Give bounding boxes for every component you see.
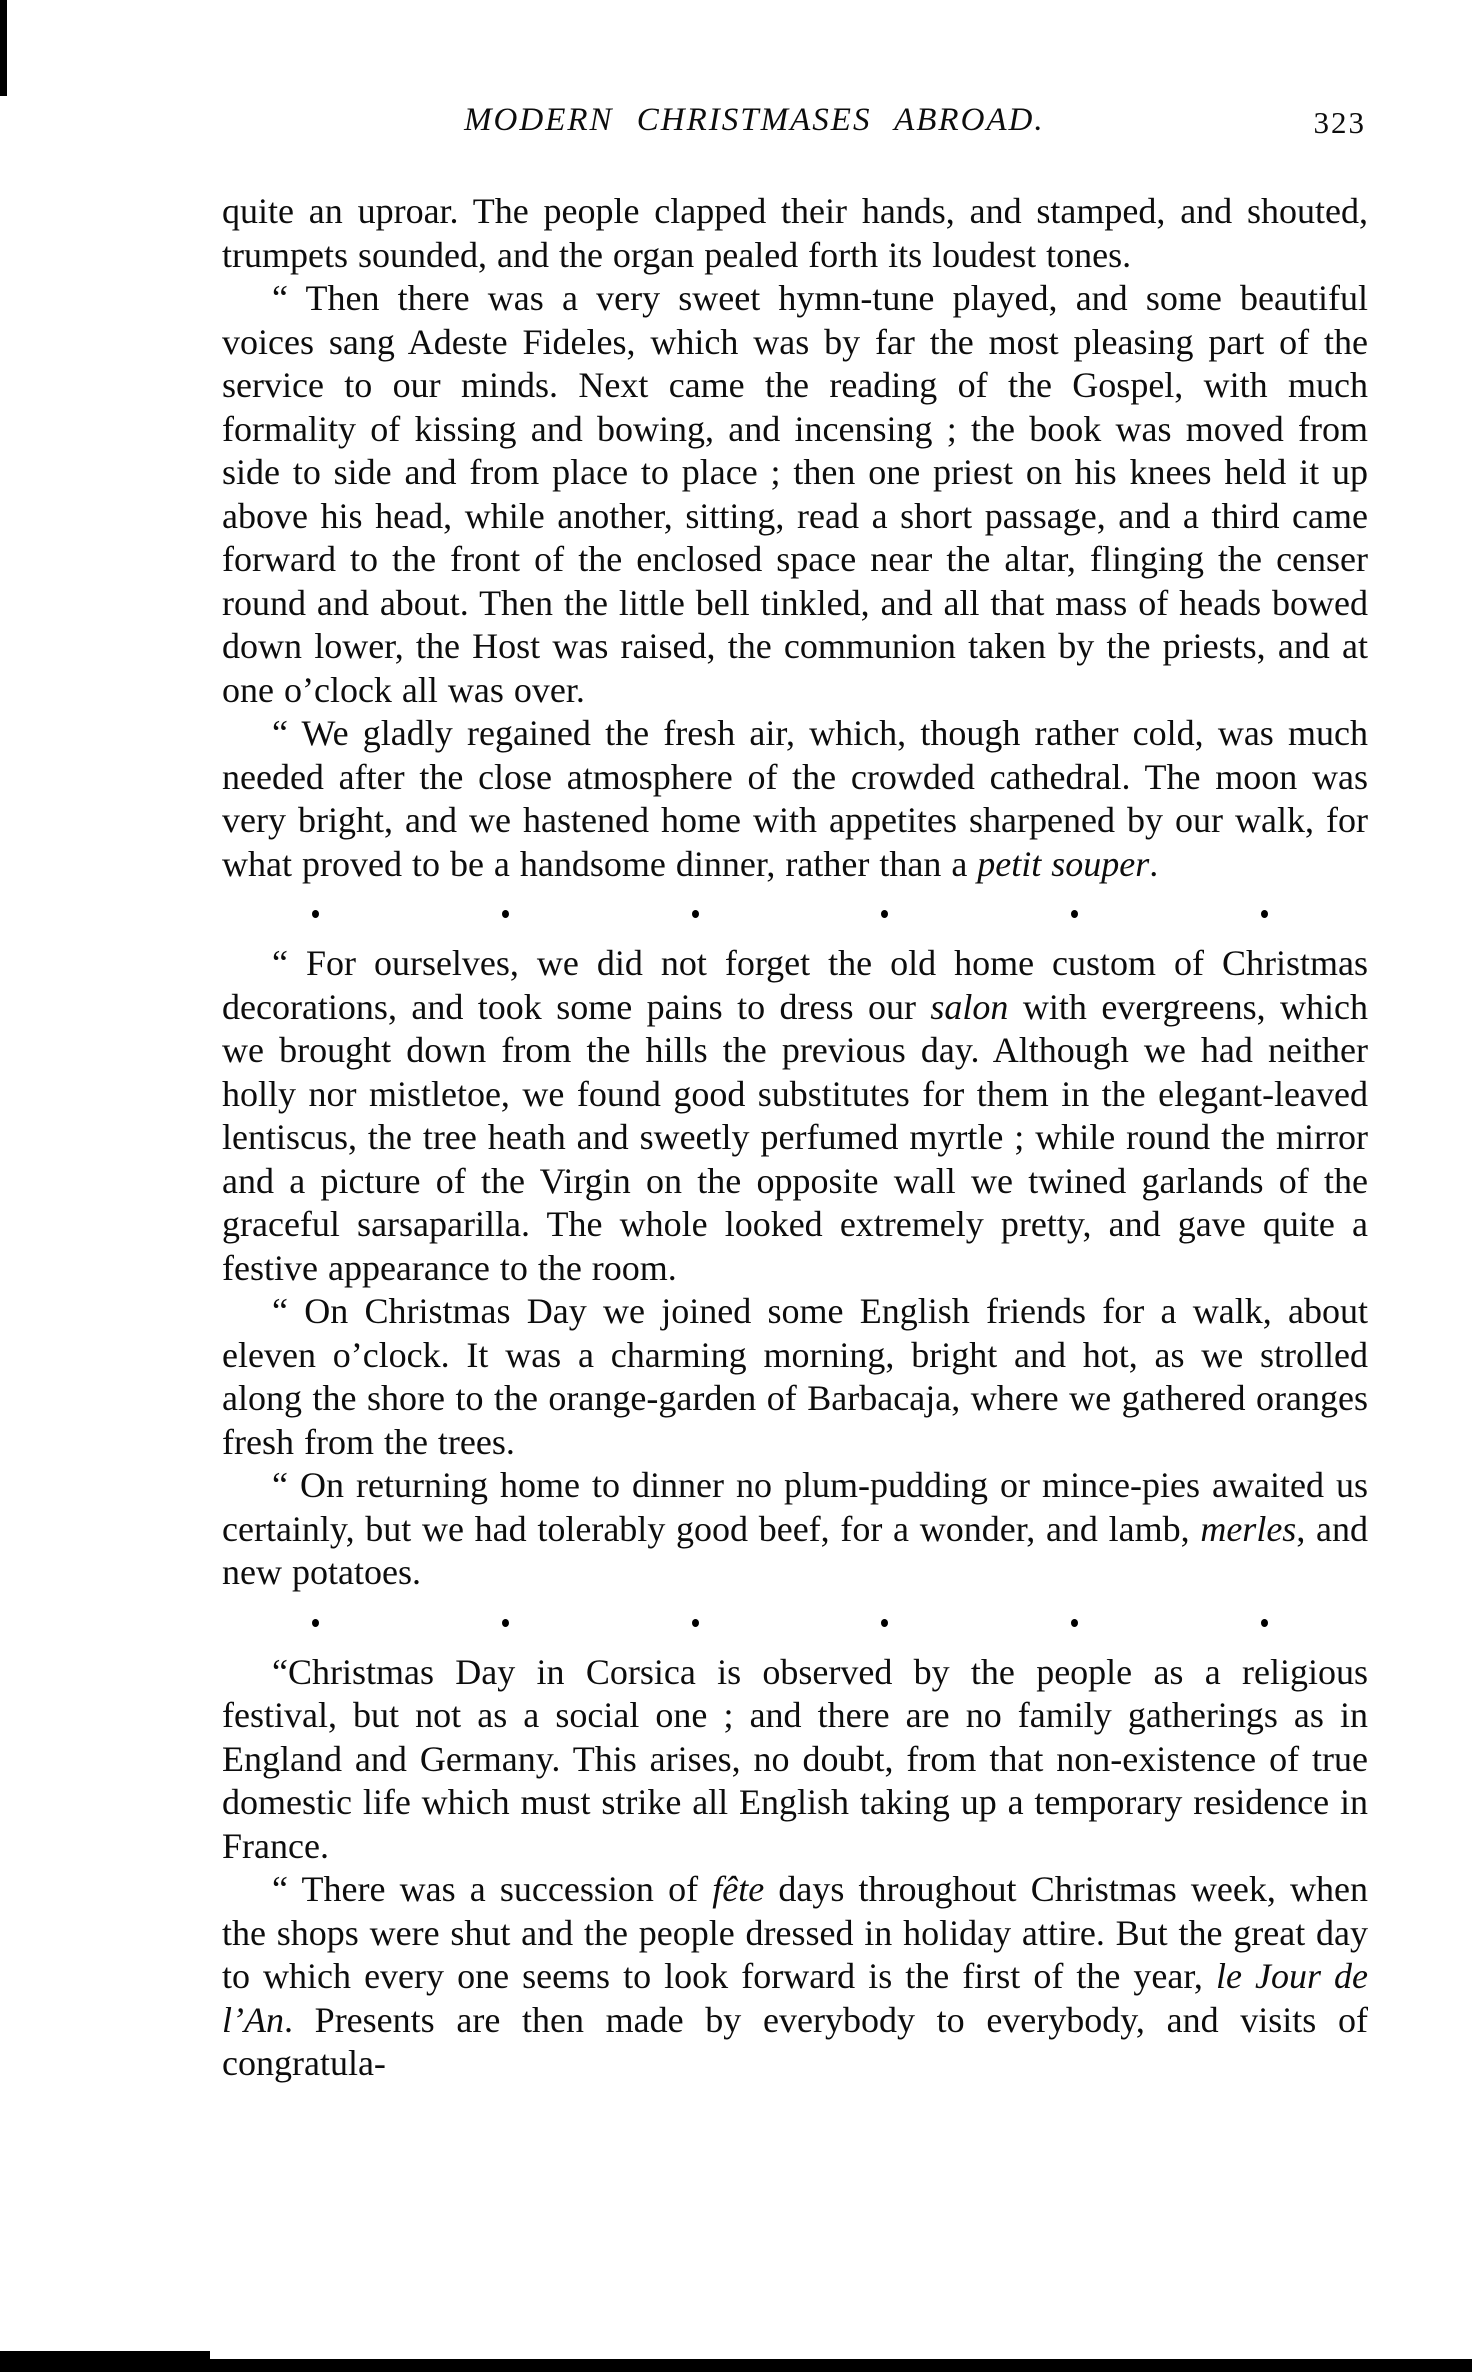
text-run: “Christmas Day in Corsica is observed by the people as a religious festival, but not as a social one ; and there are no family gatherings as in England and Germany. This arises, no doubt, from that non-existence of true domestic life which must strike all English taking up a temporary residence in France. <box>222 1651 1368 1866</box>
text-run: “ For ourselves, we did not forget the old home custom of Christmas decorations, and took some pains to dress our <box>222 943 1368 1027</box>
italic-text-run: le Jour de l’An <box>222 1956 1368 2040</box>
page-number: 323 <box>1313 105 1366 140</box>
separator-dot <box>692 910 699 918</box>
separator-dot <box>1261 910 1268 918</box>
text-run: “ There was a succession of <box>272 1869 713 1909</box>
text-run: with evergreens, which we brought down from the hills the previous day. Although we had neither holly nor mistletoe, we found good substitutes for them in the elegant-leaved lentiscus, the tree heath and sweetly perfumed myrtle ; while round the mirror and a picture of the Virgin on the opposite wall we twined garlands of the graceful sarsaparilla. The whole looked extremely pretty, and gave quite a festive appearance to the room. <box>222 986 1368 1288</box>
paragraph <box>222 1651 1368 1869</box>
text-run: quite an uproar. The people clapped their hands, and stamped, and shouted, trumpets sounded, and the organ pealed forth its loudest tones. <box>222 191 1368 275</box>
section-separator <box>222 1603 1368 1643</box>
paragraph <box>222 1868 1368 2086</box>
separator-dot <box>502 910 509 918</box>
page-body <box>222 190 1368 2086</box>
scan-edge-artifact-left <box>0 0 7 96</box>
separator-dot <box>312 910 319 918</box>
separator-dot <box>881 1619 888 1627</box>
text-run: “ On returning home to dinner no plum-pudding or mince-pies awaited us certainly, but we had tolerably good beef, for a wonder, and lamb, <box>222 1465 1368 1549</box>
scan-edge-artifact-bottom <box>0 2359 1472 2372</box>
page-title: MODERN CHRISTMASES ABROAD. <box>464 102 1045 138</box>
paragraph <box>222 942 1368 1290</box>
separator-dot <box>312 1619 319 1627</box>
separator-dot <box>1071 910 1078 918</box>
text-run: , and new potatoes. <box>222 1508 1368 1592</box>
separator-dot <box>502 1619 509 1627</box>
text-run: “ We gladly regained the fresh air, which, though rather cold, was much needed after the close atmosphere of the crowded cathedral. The moon was very bright, and we hastened home with appetites sharpened by our walk, for what proved to be a handsome dinner, rather than a <box>222 713 1368 884</box>
italic-text-run: salon <box>930 986 1009 1027</box>
text-run: . <box>1149 843 1159 884</box>
separator-dot <box>1071 1619 1078 1627</box>
separator-dot <box>881 910 888 918</box>
italic-text-run: fête <box>712 1869 765 1909</box>
text-run: “ On Christmas Day we joined some English friends for a walk, about eleven o’clock. It was a charming morning, bright and hot, as we strolled along the shore to the orange-garden of Barbacaja, where we gathered oranges fresh from the trees. <box>222 1291 1368 1462</box>
section-separator <box>222 894 1368 934</box>
text-run: “ Then there was a very sweet hymn-tune played, and some beautiful voices sang Adeste Fideles, which was by far the most pleasing part of the service to our minds. Next came the reading of the Gospel, with much formality of kissing and bowing, and incensing ; the book was moved from side to side and from place to place ; then one priest on his knees held it up above his head, while another, sitting, read a short passage, and a third came forward to the front of the enclosed space near the altar, flinging the censer round and about. Then the little bell tinkled, and all that mass of heads bowed down lower, the Host was raised, the communion taken by the priests, and at one o’clock all was over. <box>222 278 1368 710</box>
paragraph <box>222 190 1368 277</box>
separator-dot <box>692 1619 699 1627</box>
paragraph <box>222 1290 1368 1464</box>
separator-dot <box>1261 1619 1268 1627</box>
italic-text-run: merles <box>1200 1508 1297 1549</box>
paragraph <box>222 277 1368 712</box>
running-head <box>222 102 1368 150</box>
paragraph <box>222 712 1368 886</box>
text-run: . Presents are then made by everybody to everybody, and visits of congratula- <box>222 1999 1368 2083</box>
text-run: days throughout Christmas week, when the shops were shut and the people dressed in holiday attire. But the great day to which every one seems to look forward is the first of the year, <box>222 1869 1368 1996</box>
paragraph <box>222 1464 1368 1595</box>
italic-text-run: petit souper <box>977 843 1150 884</box>
